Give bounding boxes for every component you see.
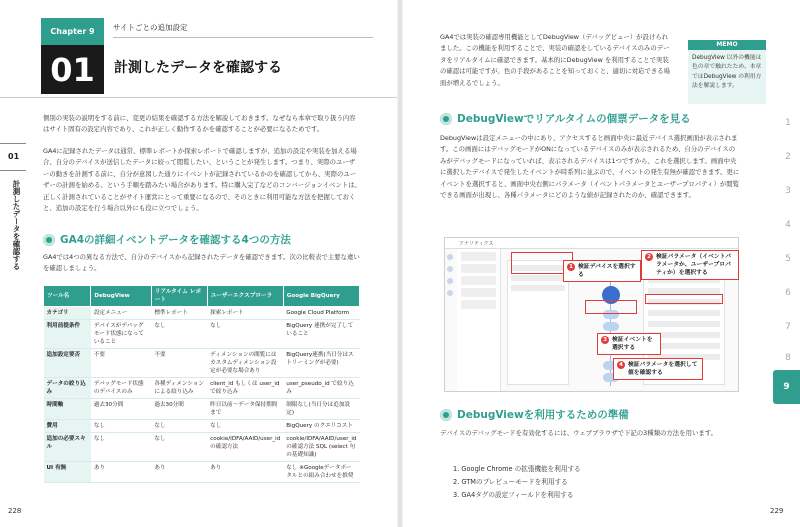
table-row-header: 費用 (44, 420, 91, 433)
table-row (44, 307, 360, 320)
title-rule (0, 97, 400, 98)
list-item: 1. Google Chrome の拡張機能を利用する (453, 465, 581, 473)
memo-title: MEMO (688, 40, 766, 50)
table-cell: なし (151, 320, 207, 349)
chapter-tab-8: 8 (785, 353, 791, 363)
table-cell: あり (151, 462, 207, 483)
table-header: DebugView (91, 286, 152, 307)
heading-bullet-icon (440, 409, 452, 421)
memo-box (688, 40, 766, 104)
prep-paragraph: デバイスのデバッグモードを有効化するには、ウェブブラウザで下記の3種類の方法を用います。 (440, 429, 718, 437)
callout-number: 4 (617, 361, 625, 369)
table-cell: BigQuery連携(当日分はストリーミングが必要) (283, 349, 359, 378)
highlight-event (585, 300, 637, 314)
table-cell: 不要 (151, 349, 207, 378)
table-cell: なし (91, 420, 152, 433)
heading-bullet-icon (440, 113, 452, 125)
table-row-header: UI 有無 (44, 462, 91, 483)
table-header: Google BigQuery (283, 286, 359, 307)
chapter-tab-5: 5 (785, 254, 791, 264)
section-number: 01 (50, 51, 95, 89)
list-item: 2. GTMのプレビューモードを利用する (453, 478, 568, 486)
table-row (44, 378, 360, 399)
body-paragraph: GA4に記録されたデータは通常、標準レポートか探索レポートで確認しますが、追加の設定や実装を加える場合、自分のデバイスが送信したデータに絞って閲覧したい、ということが発生します。つまり、実際のユーザーの動きを計測する前に、自分が意図した通りにイベントが記録されているかのを確認してから、実際のユーザーの計測を始める、という手順を踏みたい場合があります。特に購入完了などのコンバージョンイベントは、正しく計測されていることがサイト運営にとって重要になるので、そのときに利用可能な方法を把握しておくと、追加の設定を行う場合以外にも役に立つでしょう。 (43, 147, 361, 213)
subheading (43, 232, 291, 247)
table-row (44, 349, 360, 378)
callout-number: 1 (567, 263, 575, 271)
table-row-header: カテゴリ (44, 307, 91, 320)
table-cell: BigQuery 連携が完了していること (283, 320, 359, 349)
callout-text: 検証デバイスを選択する (578, 264, 636, 278)
chapter-tab-4: 4 (785, 220, 791, 230)
table-cell: デバイスがデバッグモード状態になっていること (91, 320, 152, 349)
table-cell: あり (207, 462, 283, 483)
table-cell: なし (207, 320, 283, 349)
table-header: リアルタイム レポート (151, 286, 207, 307)
debugview-screenshot (444, 237, 739, 392)
page-number: 228 (8, 507, 22, 515)
table-cell: なし (151, 420, 207, 433)
chapter-tab-1: 1 (785, 118, 791, 128)
side-section-number: 01 (8, 152, 20, 161)
table-cell: ディメンションの閲覧にはカスタムディメンション設定が必要な場合あり (207, 349, 283, 378)
table-row (44, 399, 360, 420)
callout-1 (563, 260, 641, 282)
table-row-header: データの絞り込み (44, 378, 91, 399)
header-divider (113, 37, 373, 38)
table-cell: client_id もしくは user_id で絞り込み (207, 378, 283, 399)
callout-2 (641, 250, 739, 280)
table-cell: BigQuery のクエリコスト (283, 420, 359, 433)
table-cell: user_pseudo_id で絞り込み (283, 378, 359, 399)
side-vertical-title: 計測したデータを確認する (12, 180, 21, 270)
table-row (44, 433, 360, 462)
callout-number: 3 (601, 336, 609, 344)
chapter-tab-2: 2 (785, 152, 791, 162)
chapter-tab-9: 9 (773, 370, 800, 404)
screenshot-device-list (507, 260, 569, 385)
subheading (440, 111, 691, 126)
subheading-text: DebugViewを利用するための準備 (457, 409, 629, 421)
table-cell: 標準レポート (151, 307, 207, 320)
intro-paragraph: 個別の実装の説明をする前に、変更の結果を確認する方法を解説しておきます。なぜなら本章で取り扱う内容はサイト固有の設定内容であり、これが正しく動作するかを確認することが必要になるためです。 (43, 114, 356, 134)
page-number: 229 (770, 507, 784, 515)
subheading (440, 407, 629, 422)
table-cell: 各種ディメンションによる絞り込み (151, 378, 207, 399)
memo-text: DebugView 以外の機能は色の章で触れたため、本章ではDebugView の利用方法を解説します。 (692, 55, 762, 90)
table-row (44, 462, 360, 483)
table-cell: デバッグモード状態のデバイスのみ (91, 378, 152, 399)
highlight-param-row (645, 294, 723, 304)
table-header-row (44, 286, 360, 307)
callout-text: 検証イベントを選択する (612, 337, 653, 351)
table-cell: 過去30分間 (151, 399, 207, 420)
right-intro-paragraph: GA4では実装の確認専用機能としてDebugView（デバッグビュー）が設けられました。この機能を利用することで、実装の確認をしているデバイスのみのデータをリアルタイムに確認できます。基本的にDebugView を利用することで実装の確認は可能ですが、色の手段があることを知っておくと、適切に対応できる場面が増えるでしょう。 (440, 33, 671, 87)
callout-number: 2 (645, 253, 653, 261)
callout-3 (597, 333, 661, 355)
book-gutter (397, 0, 403, 527)
section-title: 計測したデータを確認する (114, 60, 282, 76)
table-row-header: 追加の必要スキル (44, 433, 91, 462)
table-row (44, 420, 360, 433)
subheading-text: GA4の詳細イベントデータを確認する4つの方法 (60, 234, 291, 246)
screenshot-nav-icons (447, 254, 455, 302)
table-cell: なし ※Googleデータポータルとの組み合わせを推奨 (283, 462, 359, 483)
table-cell: 過去30分間 (91, 399, 152, 420)
table-cell: なし (151, 433, 207, 462)
chapter-label: Chapter 9 (41, 18, 104, 45)
table-cell: あり (91, 462, 152, 483)
chapter-tab-6: 6 (785, 288, 791, 298)
table-cell: 昨日以前〜データ保持期間まで (207, 399, 283, 420)
table-cell: Google Cloud Platform (283, 307, 359, 320)
table-header: ユーザーエクスプローラ (207, 286, 283, 307)
subheading-text: DebugViewでリアルタイムの個票データを見る (457, 113, 691, 125)
side-divider (0, 170, 26, 171)
side-divider (0, 143, 26, 144)
chapter-subtitle: サイトごとの追加設定 (113, 23, 188, 32)
callout-text: 検証パラメータを選択して値を確認する (628, 362, 698, 376)
table-header: ツール名 (44, 286, 91, 307)
table-cell: cookie/IDFA/AAID/user_id の確認方法 (207, 433, 283, 462)
table-cell: 不要 (91, 349, 152, 378)
table-row-header: 時間軸 (44, 399, 91, 420)
comparison-table (43, 285, 360, 483)
table-cell: なし (91, 433, 152, 462)
screenshot-topbar (445, 238, 738, 249)
table-cell: 設定メニュー (91, 307, 152, 320)
subheading-paragraph: GA4では4つの異なる方法で、自分のデバイスから記録されたデータを確認できます。次の比較表で主要な違いを確認しましょう。 (43, 253, 360, 273)
table-row-header: 利用前提条件 (44, 320, 91, 349)
table-cell: 探索レポート (207, 307, 283, 320)
table-row-header: 追加設定要否 (44, 349, 91, 378)
table-cell: 制限なし(当日分は追加設定) (283, 399, 359, 420)
debugview-paragraph: DebugViewは設定メニューの中にあり、アクセスすると画面中央に最近デバイス選択画面が表示されます。この画面にはデバッグモードがONになっているデバイスのみが表示されるため、自分のデバイスのみがデバッグモードになっていれば、表示されるデバイスは1つですから、これを選択します。画面中央に選択したデバイスで発生したイベントが時系列に並ぶので、イベントの発生有無が確認できます。更にイベントを選択すると、画面中央右側にパラメータ（イベントパラメータとユーザープロパティ）が閲覧できる画面が出現し、各種パラメータにどのような値が記録されたのか、確認できます。 (440, 134, 740, 200)
chapter-tab-7: 7 (785, 322, 791, 332)
chapter-badge (41, 18, 104, 94)
table-row (44, 320, 360, 349)
heading-bullet-icon (43, 234, 55, 246)
list-item: 3. GA4タグの設定フィールドを利用する (453, 491, 574, 499)
table-cell: なし (207, 420, 283, 433)
screenshot-sidebar (457, 249, 501, 391)
callout-4 (613, 358, 703, 380)
table-cell: cookie/IDFA/AAID/user_id の確認方法 SQL (select 句の基礎知識) (283, 433, 359, 462)
screenshot-app-title: アナリティクス (459, 241, 494, 247)
callout-text: 検証パラメータ（イベントパラメータか、ユーザープロパティか）を選択する (656, 254, 732, 276)
chapter-tab-3: 3 (785, 186, 791, 196)
